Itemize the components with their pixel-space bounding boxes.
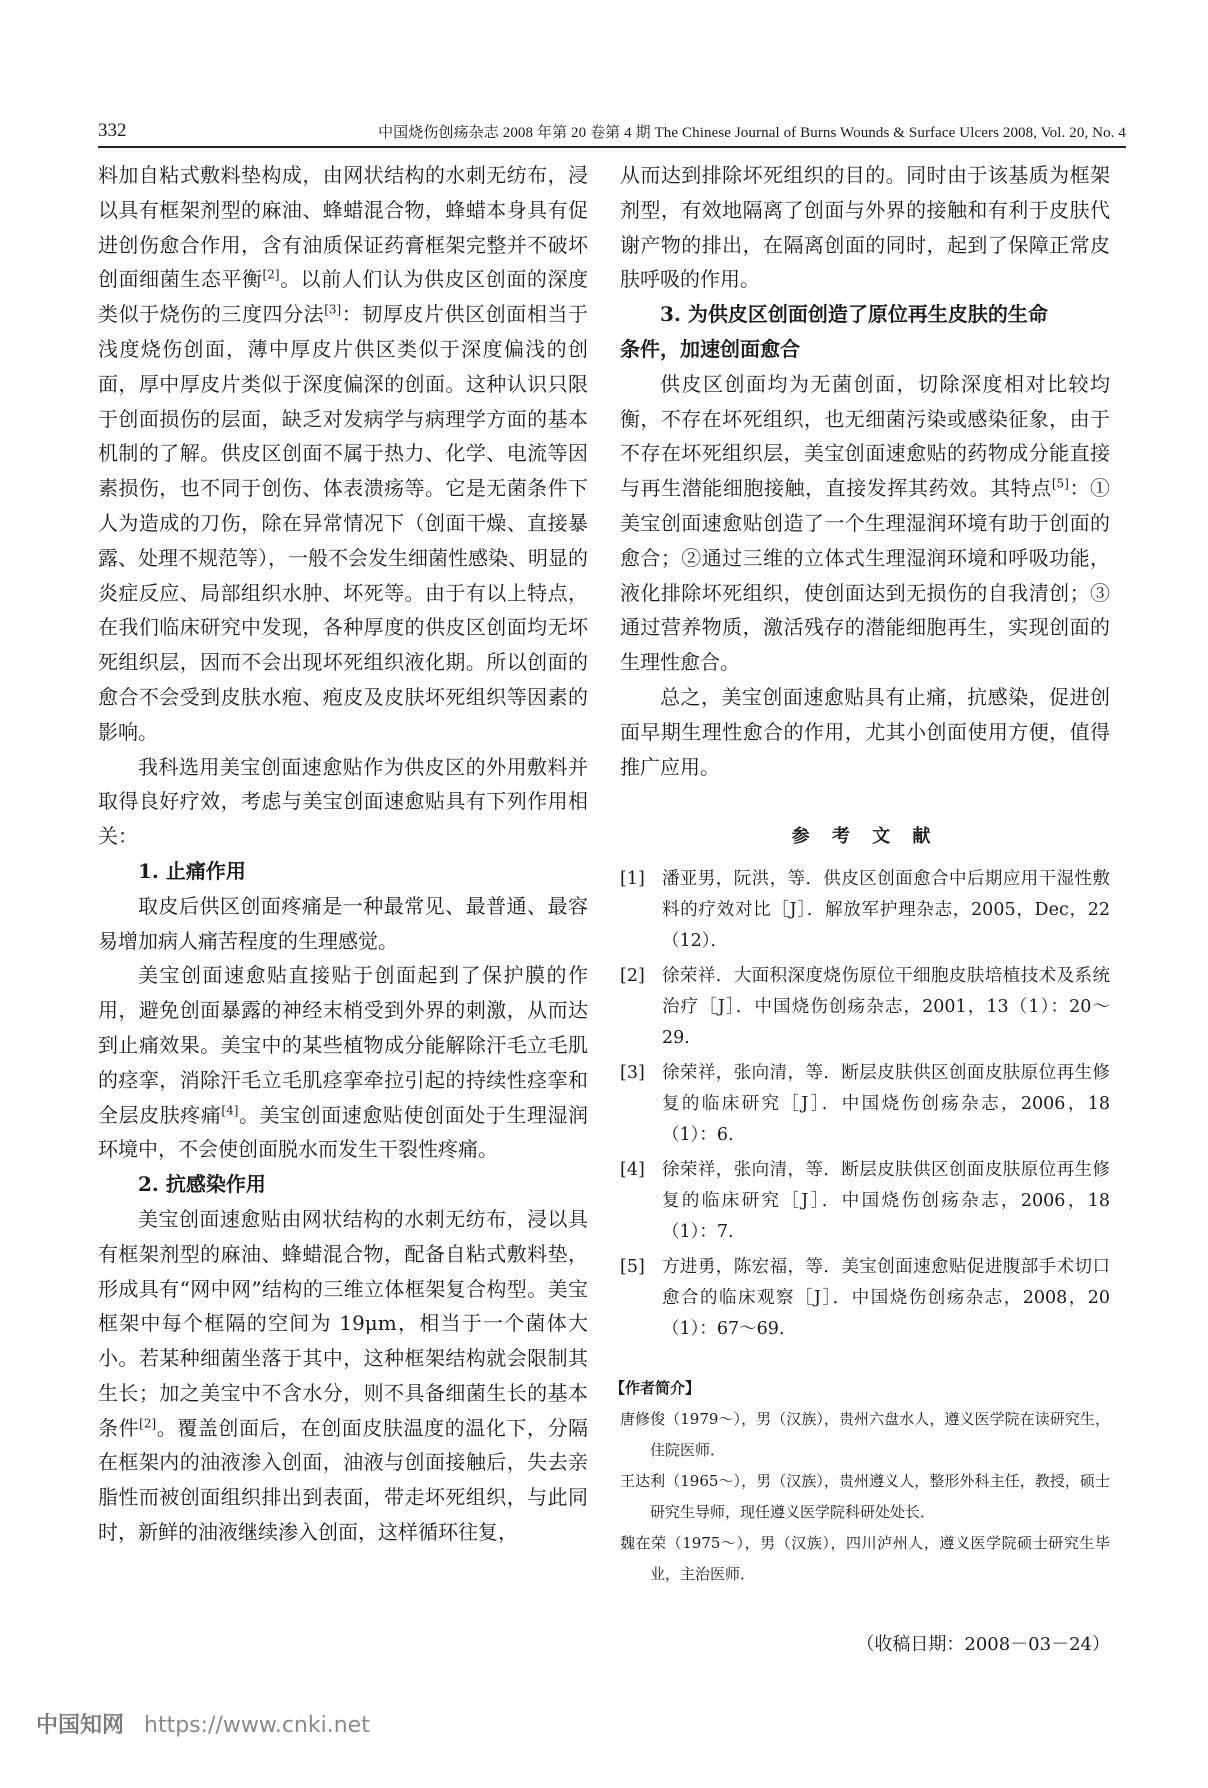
reference-text: 徐荣祥．大面积深度烧伤原位干细胞皮肤培植技术及系统治疗［J］．中国烧伤创疡杂志，2001，13（1）：20～29. [662, 966, 1110, 1049]
reference-number: [5] [620, 1257, 645, 1278]
page-header [98, 112, 1126, 148]
body-paragraph: 供皮区创面均为无菌创面，切除深度相对比较均衡，不存在坏死组织，也无细菌污染或感染征象，由于不存在坏死组织层，美宝创面速愈贴的药物成分能直接与再生潜能细胞接触，直接发挥其药效。其特点[5]：①美宝创面速愈贴创造了一个生理湿润环境有助于创面的愈合；②通过三维的立体式生理湿润环境和呼吸功能，液化排除坏死组织，使创面达到无损伤的自我清创；③通过营养物质，激活残存的潜能细胞再生，实现创面的生理性愈合。 [620, 371, 1111, 675]
reference-number: [3] [620, 1063, 645, 1084]
citation: [2] [139, 1416, 157, 1431]
cnki-url: https://www.cnki.net [144, 1713, 370, 1738]
reference-item [620, 1252, 1110, 1345]
right-column [610, 158, 1111, 1663]
author-bio: 王达利（1965～），男（汉族），贵州遵义人，整形外科主任，教授，硕士研究生导师，现任遵义医学院科研处处长． [620, 1472, 1110, 1522]
reference-item [620, 961, 1110, 1054]
reference-item [620, 1155, 1110, 1248]
body-paragraph: 美宝创面速愈贴由网状结构的水刺无纺布，浸以具有框架剂型的麻油、蜂蜡混合物，配备自粘式敷料垫，形成具有“网中网”结构的三维立体框架复合构型。美宝框架中每个框隔的空间为 19μm，相当于一个菌体大小。若某种细菌坐落于其中，这种框架结构就会限制其生长；加之美宝中不含水分，则不具备细菌生长的基本条件[2]。覆盖创面后，在创面皮肤温度的温化下，分隔在框架内的油液渗入创面，油液与创面接触后，失去亲脂性而被创面组织排出到表面，带走坏死组织，与此同时，新鲜的油液继续渗入创面，这样循环往复， [98, 1206, 589, 1545]
left-column [98, 158, 588, 1550]
author-bio: 魏在荣（1975～），男（汉族），四川泸州人，遵义医学院硕士研究生毕业，主治医师． [620, 1534, 1110, 1584]
reference-number: [4] [620, 1160, 645, 1181]
author-bio-section [610, 1373, 1110, 1590]
page-number: 332 [98, 120, 127, 141]
cnki-logo: 中国知网 [36, 1713, 125, 1738]
reference-item [620, 864, 1110, 957]
body-paragraph: 我科选用美宝创面速愈贴作为供皮区的外用敷料并取得良好疗效，考虑与美宝创面速愈贴具有下列作用相关： [98, 754, 588, 849]
running-head: 中国烧伤创疡杂志 2008 年第 20 卷第 4 期 The Chinese Journal of Burns Wounds & Surface Ulcers 2008, Vol. 20, No. 4 [378, 125, 1126, 141]
body-paragraph: 美宝创面速愈贴直接贴于创面起到了保护膜的作用，避免创面暴露的神经末梢受到外界的刺激，从而达到止痛效果。美宝中的某些植物成分能解除汗毛立毛肌的痉挛，消除汗毛立毛肌痉挛牵拉引起的持续性痉挛和全层皮肤疼痛[4]。美宝创面速愈贴使创面处于生理湿润环境中，不会使创面脱水而发生干裂性疼痛。 [98, 963, 589, 1162]
reference-list [620, 864, 1110, 1345]
section-heading: 2. 抗感染作用 [138, 1172, 266, 1197]
section-heading: 3. 为供皮区创面创造了原位再生皮肤的生命 [660, 302, 1048, 327]
reference-item [620, 1058, 1110, 1151]
body-paragraph: 总之，美宝创面速愈贴具有止痛，抗感染，促进创面早期生理性愈合的作用，尤其小创面使用方便，值得推广应用。 [620, 684, 1110, 779]
section-heading: 1. 止痛作用 [138, 858, 246, 883]
author-bio: 唐修俊（1979～），男（汉族），贵州六盘水人，遵义医学院在读研究生，住院医师． [620, 1410, 1110, 1460]
body-paragraph: 从而达到排除坏死组织的目的。同时由于该基质为框架剂型，有效地隔离了创面与外界的接触和有利于皮肤代谢产物的排出，在隔离创面的同时，起到了保障正常皮肤呼吸的作用。 [620, 163, 1110, 292]
reference-text: 徐荣祥，张向清，等．断层皮肤供区创面皮肤原位再生修复的临床研究［J］．中国烧伤创疡杂志，2006，18（1）：7. [662, 1160, 1110, 1243]
received-date: （收稿日期：2008－03－24） [856, 1634, 1110, 1656]
reference-number: [1] [620, 869, 645, 890]
citation: [5] [1051, 476, 1069, 491]
reference-text: 方进勇，陈宏福，等．美宝创面速愈贴促进腹部手术切口愈合的临床观察［J］．中国烧伤创疡杂志，2008，20（1）：67～69. [662, 1257, 1110, 1340]
citation: [3] [324, 302, 342, 317]
reference-text: 潘亚男，阮洪，等．供皮区创面愈合中后期应用干湿性敷料的疗效对比［J］．解放军护理杂志，2005，Dec，22（12）． [662, 869, 1110, 952]
body-paragraph: 取皮后供区创面疼痛是一种最常见、最普通、最容易增加病人痛苦程度的生理感觉。 [98, 893, 588, 953]
section-heading-continued: 条件，加速创面愈合 [620, 336, 800, 361]
citation: [4] [221, 1102, 239, 1117]
body-paragraph: 料加自粘式敷料垫构成，由网状结构的水刺无纺布，浸以具有框架剂型的麻油、蜂蜡混合物，蜂蜡本身具有促进创伤愈合作用，含有油质保证药膏框架完整并不破坏创面细菌生态平衡[2]。以前人们认为供皮区创面的深度类似于烧伤的三度四分法[3]：韧厚皮片供区创面相当于浅度烧伤创面，薄中厚皮片供区类似于深度偏浅的创面，厚中厚皮片类似于深度偏深的创面。这种认识只限于创面损伤的层面，缺乏对发病学与病理学方面的基本机制的了解。供皮区创面不属于热力、化学、电流等因素损伤，也不同于创伤、体表溃疡等。它是无菌条件下人为造成的刀伤，除在异常情况下（创面干燥、直接暴露、处理不规范等），一般不会发生细菌性感染、明显的炎症反应、局部组织水肿、坏死等。由于有以上特点，在我们临床研究中发现，各种厚度的供皮区创面均无坏死组织层，因而不会出现坏死组织液化期。所以创面的愈合不会受到皮肤水疱、疱皮及皮肤坏死组织等因素的影响。 [98, 163, 589, 744]
author-bio-title: 【作者简介】 [610, 1379, 701, 1398]
cnki-watermark [36, 1708, 370, 1739]
references-title: 参 考 文 献 [791, 826, 939, 848]
reference-text: 徐荣祥，张向清，等．断层皮肤供区创面皮肤原位再生修复的临床研究［J］．中国烧伤创疡杂志，2006，18（1）：6. [662, 1063, 1110, 1146]
citation: [2] [262, 267, 280, 282]
reference-number: [2] [620, 966, 645, 987]
